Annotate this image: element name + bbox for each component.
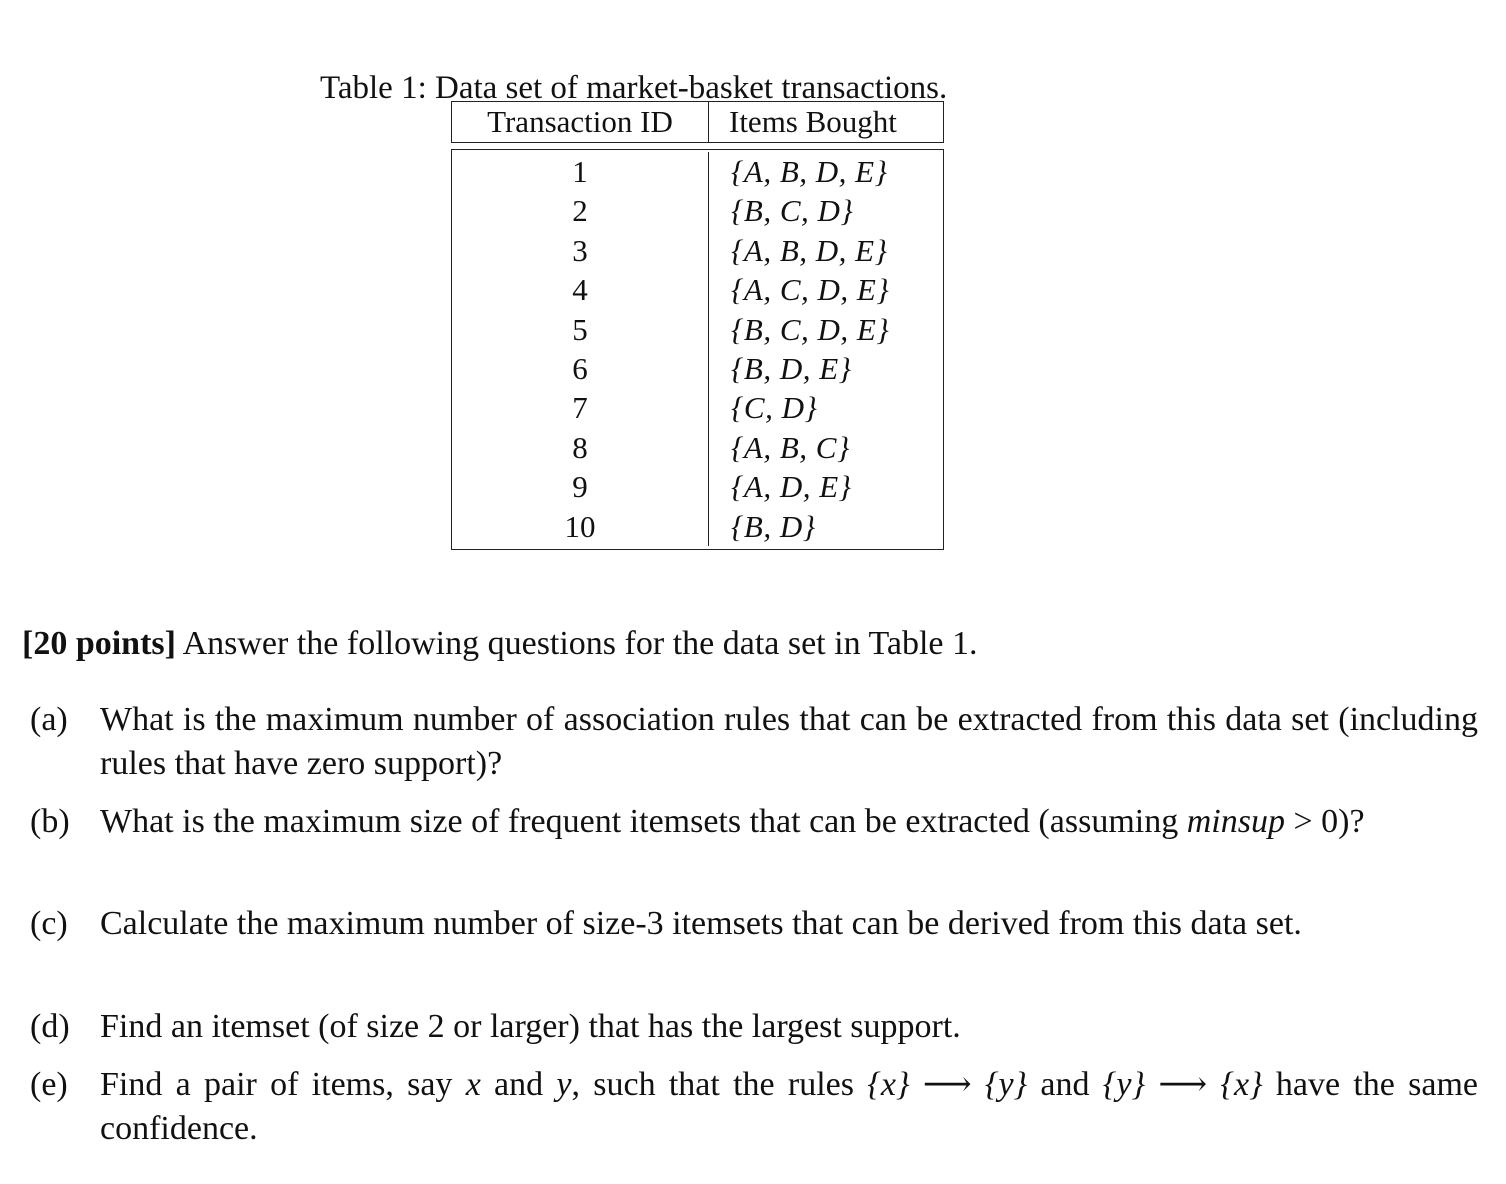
header-items-bought: Items Bought — [729, 104, 897, 139]
transaction-id-cell: 4 — [572, 272, 588, 308]
items-bought-cell: {B, D, E} — [731, 350, 852, 386]
items-bought-cell: {A, D, E} — [731, 469, 852, 505]
question-d — [30, 1005, 1478, 1049]
arrow-symbol: ⟶ — [1145, 1066, 1221, 1103]
items-bought-cell: {A, B, D, E} — [731, 232, 888, 268]
points-label: [20 points] — [22, 625, 176, 662]
question-intro — [22, 622, 977, 666]
math-y: y — [556, 1066, 572, 1103]
math-minsup: minsup — [1186, 803, 1285, 840]
question-label: (b) — [30, 803, 70, 840]
transaction-id-cell: 8 — [572, 429, 588, 465]
table-body — [451, 149, 944, 550]
transaction-id-cell: 7 — [572, 390, 588, 426]
transaction-id-cell: 6 — [572, 350, 588, 386]
transaction-id-cell: 3 — [572, 232, 588, 268]
question-text: Calculate the maximum number of size-3 itemsets that can be derived from this data set. — [100, 905, 1302, 942]
question-text-part: Find a pair of items, say — [100, 1066, 466, 1103]
question-text-part: What is the maximum size of frequent itemsets that can be extracted (assuming — [100, 803, 1187, 840]
items-bought-cell: {A, C, D, E} — [731, 272, 890, 308]
question-text — [100, 1063, 1478, 1151]
transaction-id-column — [452, 152, 709, 546]
items-bought-cell: {C, D} — [731, 390, 818, 426]
math-x: x — [465, 1066, 481, 1103]
transaction-id-cell: 1 — [572, 154, 588, 189]
table-caption: Table 1: Data set of market-basket transactions. — [320, 70, 948, 106]
question-text-part: and — [480, 1066, 557, 1103]
rule2-consequent: {x} — [1220, 1066, 1263, 1103]
question-label: (c) — [30, 905, 68, 942]
transactions-table — [451, 101, 944, 550]
question-b — [30, 800, 1478, 844]
question-label: (a) — [30, 701, 68, 738]
rule1-consequent: {y} — [984, 1066, 1028, 1103]
question-text — [100, 800, 1478, 844]
transaction-id-cell: 9 — [572, 469, 588, 505]
question-label: (d) — [30, 1008, 70, 1045]
header-transaction-id: Transaction ID — [452, 102, 709, 142]
transaction-id-cell: 10 — [564, 508, 596, 544]
items-bought-cell: {A, B, D, E} — [731, 154, 888, 189]
items-bought-cell: {B, C, D} — [731, 193, 854, 229]
items-bought-cell: {B, C, D, E} — [731, 311, 890, 347]
question-text-part: > 0)? — [1284, 803, 1365, 840]
rule1-antecedent: {x} — [867, 1066, 910, 1103]
rule2-antecedent: {y} — [1102, 1066, 1146, 1103]
question-a — [30, 698, 1478, 786]
intro-text: Answer the following questions for the data set in Table 1. — [175, 625, 978, 662]
transaction-id-cell: 5 — [572, 311, 588, 347]
transaction-id-cell: 2 — [572, 193, 588, 229]
items-bought-cell: {A, B, C} — [731, 429, 850, 465]
table-header-row — [451, 101, 944, 143]
question-text-part: have the same confidence. — [100, 1066, 1479, 1147]
question-text-part: and — [1027, 1066, 1103, 1103]
arrow-symbol: ⟶ — [909, 1066, 985, 1103]
question-text: What is the maximum number of association rules that can be extracted from this data set (including rules that have zero support)? — [100, 701, 1478, 782]
question-text: Find an itemset (of size 2 or larger) that has the largest support. — [100, 1008, 961, 1045]
items-bought-column — [709, 152, 943, 546]
question-label: (e) — [30, 1066, 68, 1103]
question-text-part: , such that the rules — [571, 1066, 868, 1103]
question-c — [30, 902, 1478, 946]
question-e — [30, 1063, 1478, 1151]
items-bought-cell: {B, D} — [731, 508, 816, 544]
